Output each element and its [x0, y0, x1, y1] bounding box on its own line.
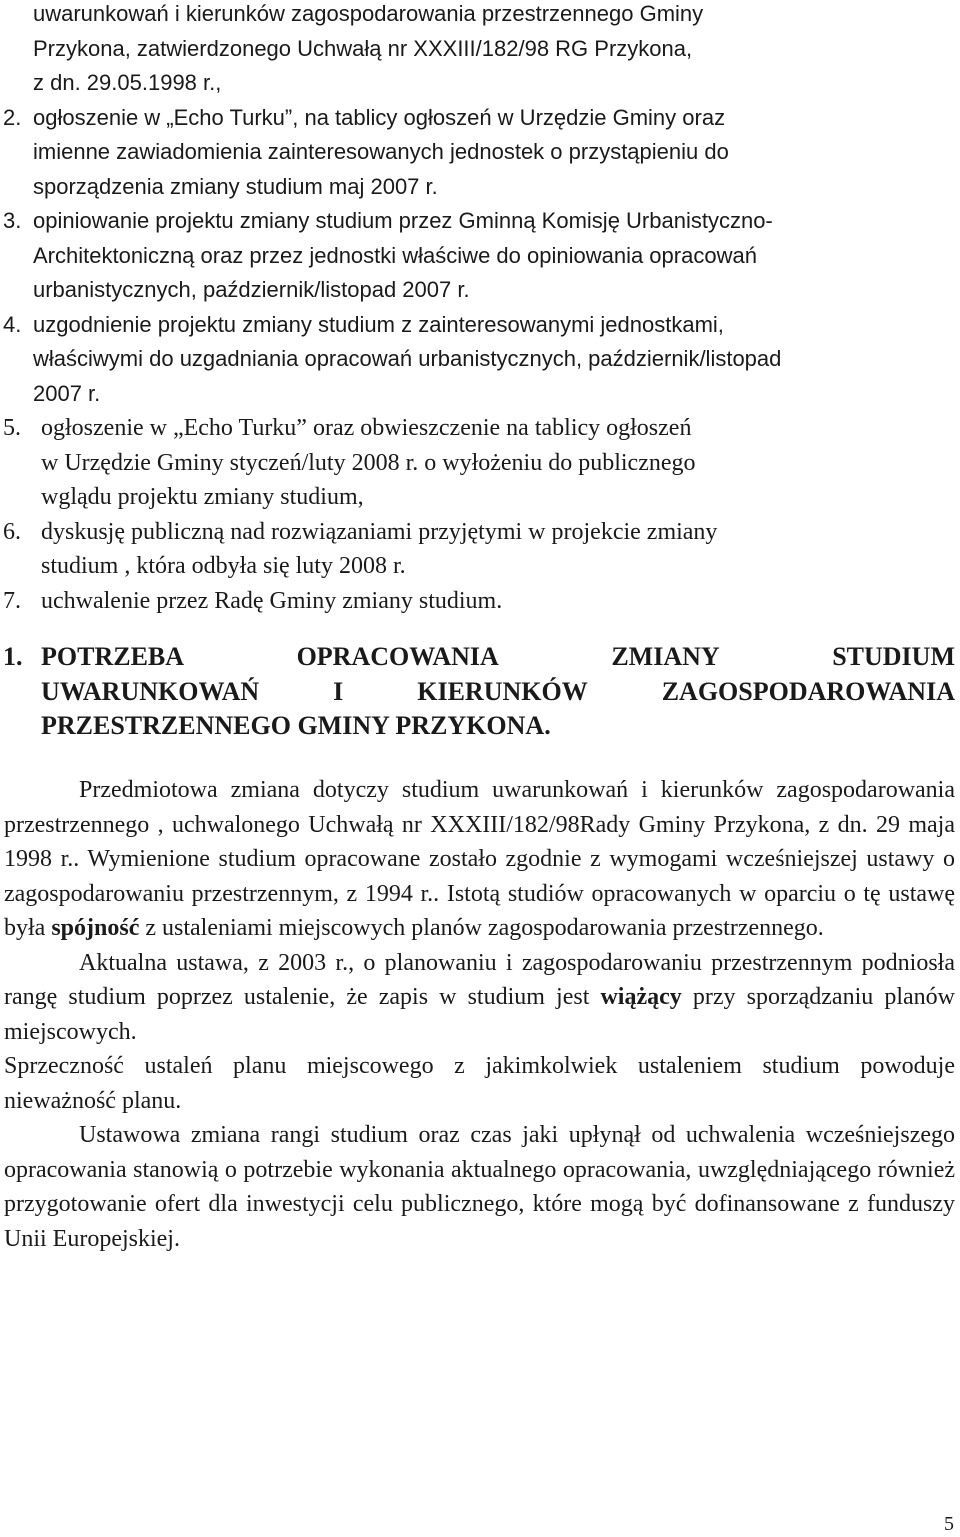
list-item-number: 4. — [3, 311, 22, 337]
list-item-line: ogłoszenie w „Echo Turku”, na tablicy ogłoszeń w Urzędzie Gminy oraz — [33, 104, 726, 130]
paragraph-text: Ustawowa zmiana rangi studium oraz czas jaki upłynął od uchwalenia wcześniejszego opracowania stanowią o potrzebie wykonania aktualnego opracowania, uwzględniającego również przygotowanie ofert dla inwestycji celu publicznego, które mogą być dofinansowane z funduszy Unii Europejskiej. — [4, 1122, 955, 1252]
list-item-2 — [0, 101, 960, 205]
list-item-number: 5. — [3, 415, 21, 441]
paragraph-text: Przedmiotowa zmiana dotyczy studium uwarunkowań i kierunków zagospodarowania przestrzennego , uchwalonego Uchwałą nr XXXIII/182/98Rady Gminy Przykona, z dn. 29 maja 1998 r.. Wymienione studium opracowane zostało zgodnie z wymogami wcześniejszej ustawy o zagospodarowaniu przestrzennym, z 1994 r.. Istotą studiów opracowanych w oparciu o tę ustawę była — [4, 777, 955, 941]
list-item-line: dyskusję publiczną nad rozwiązaniami przyjętymi w projekcie zmiany — [41, 518, 718, 545]
section-number: 1. — [3, 642, 23, 671]
list-item-number: 2. — [3, 104, 22, 130]
paragraph — [4, 1118, 955, 1256]
list-item-line: uwarunkowań i kierunków zagospodarowania przestrzennego Gminy — [33, 1, 704, 26]
list-item-line: uzgodnienie projektu zmiany studium z zainteresowanymi jednostkami, — [33, 311, 724, 337]
paragraph-text: przy sporządzaniu planów miejscowych. — [4, 984, 956, 1045]
heading-word: STUDIUM — [832, 642, 955, 671]
section-heading-line — [41, 640, 955, 675]
heading-word: I — [333, 676, 344, 706]
list-item-line: Przykona, zatwierdzonego Uchwałą nr XXXIII/182/98 RG Przykona, — [33, 35, 693, 61]
list-item-line: opiniowanie projektu zmiany studium przez Gminną Komisję Urbanistyczno- — [33, 208, 773, 233]
heading-word: POTRZEBA — [41, 642, 185, 671]
heading-word: ZMIANY — [611, 642, 720, 671]
paragraph — [4, 1049, 955, 1118]
paragraph — [4, 946, 955, 1050]
paragraph-text: z ustaleniami miejscowych planów zagospodarowania przestrzennego. — [145, 915, 824, 941]
list-item-line: z dn. 29.05.1998 r., — [33, 70, 222, 95]
list-item-line: imienne zawiadomienia zainteresowanych jednostek o przystąpieniu do — [33, 139, 729, 164]
body-text — [4, 773, 955, 1256]
heading-word: UWARUNKOWAŃ — [41, 676, 260, 706]
list-item-line: sporządzenia zmiany studium maj 2007 r. — [33, 173, 438, 199]
list-item-line: urbanistycznych, październik/listopad 2007 r. — [33, 277, 470, 302]
list-item-4 — [0, 308, 960, 412]
heading-word: OPRACOWANIA — [296, 642, 499, 671]
emphasis-text: spójność — [51, 915, 140, 941]
procedure-list — [0, 0, 960, 618]
list-item-line: właściwymi do uzgadniania opracowań urbanistycznych, październik/listopad — [33, 346, 782, 371]
section-heading-line — [41, 709, 955, 744]
list-item-line: uchwalenie przez Radę Gminy zmiany studium. — [41, 587, 503, 614]
paragraph-text: Sprzeczność ustaleń planu miejscowego z jakimkolwiek ustaleniem studium powoduje nieważność planu. — [4, 1053, 955, 1114]
list-item-line: studium , która odbyła się luty 2008 r. — [41, 553, 406, 579]
list-item-line: ogłoszenie w „Echo Turku” oraz obwieszczenie na tablicy ogłoszeń — [41, 415, 692, 441]
page-number: 5 — [944, 1513, 954, 1535]
list-item-number: 7. — [3, 587, 21, 614]
list-item-3 — [0, 204, 960, 308]
list-item-6 — [0, 515, 960, 584]
list-item-number: 6. — [3, 518, 21, 545]
heading-word: PRZESTRZENNEGO GMINY PRZYKONA. — [41, 711, 551, 740]
list-item-number: 3. — [3, 208, 22, 233]
paragraph — [4, 773, 955, 946]
list-item-7 — [0, 584, 960, 619]
list-item-line: 2007 r. — [33, 380, 101, 406]
emphasis-text: wiążący — [600, 984, 682, 1010]
heading-word: ZAGOSPODAROWANIA — [661, 676, 955, 706]
list-item-5 — [0, 411, 960, 515]
section-heading — [0, 640, 955, 744]
list-item-line: Architektoniczną oraz przez jednostki właściwe do opiniowania opracowań — [33, 242, 757, 268]
list-item-line: w Urzędzie Gminy styczeń/luty 2008 r. o wyłożeniu do publicznego — [41, 449, 696, 476]
list-item-line: wglądu projektu zmiany studium, — [41, 484, 364, 510]
section-heading-line — [41, 675, 955, 710]
heading-word: KIERUNKÓW — [417, 676, 588, 706]
paragraph-text: Aktualna ustawa, z 2003 r., o planowaniu i zagospodarowaniu przestrzennym podniosła rangę studium poprzez ustalenie, że zapis w studium jest — [4, 949, 955, 1010]
list-item-continuation — [0, 0, 960, 101]
